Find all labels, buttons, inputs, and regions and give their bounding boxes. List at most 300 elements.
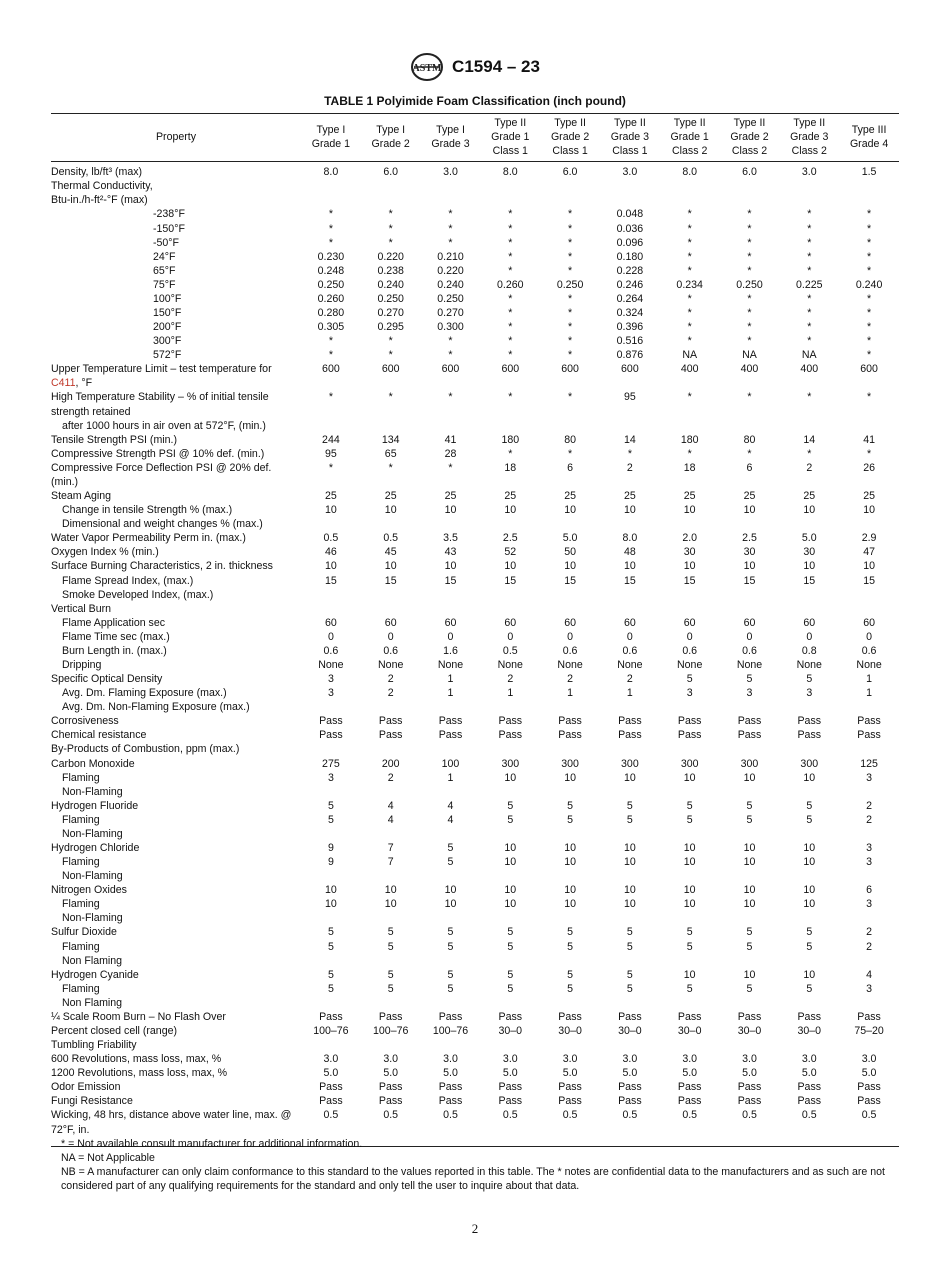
value-secondary: 10 xyxy=(803,504,816,517)
value: 5.0 xyxy=(383,1067,399,1080)
value-cell xyxy=(421,306,481,320)
property-label: Hydrogen Chloride xyxy=(51,841,140,854)
value: 10 xyxy=(444,560,457,573)
value-cell xyxy=(421,222,481,236)
value: * xyxy=(687,391,692,404)
value-secondary: 5 xyxy=(806,982,813,995)
value: 2.9 xyxy=(861,532,877,545)
value-cell xyxy=(301,714,361,728)
value-cell xyxy=(779,1052,839,1066)
property-label: Flaming xyxy=(62,813,100,826)
value: 30 xyxy=(803,546,816,559)
value-cell xyxy=(720,1094,780,1108)
property-label: Wicking, 48 hrs, distance above water line, max. @ 72°F, in. xyxy=(51,1109,292,1136)
value-cell xyxy=(779,602,839,616)
value: 600 xyxy=(501,363,520,376)
value-cell xyxy=(421,883,481,925)
value: 6.0 xyxy=(742,166,757,179)
value-cell xyxy=(361,278,421,292)
value: 0 xyxy=(686,630,693,643)
column-header-line: Type II xyxy=(494,117,527,129)
value: * xyxy=(747,208,752,221)
value: 0.270 xyxy=(437,307,464,320)
value: 0.264 xyxy=(616,292,644,305)
value-cell xyxy=(720,1052,780,1066)
value-cell xyxy=(361,714,421,728)
value: 0.5 xyxy=(801,1109,817,1122)
value-cell xyxy=(480,222,540,236)
value-cell xyxy=(421,489,481,531)
value: Pass xyxy=(677,1010,702,1023)
value-cell xyxy=(361,531,421,545)
value: Pass xyxy=(797,1081,822,1094)
value: * xyxy=(687,236,692,249)
value: 0 xyxy=(327,630,334,643)
value-cell xyxy=(839,559,899,601)
value-cell xyxy=(540,264,600,278)
value-cell xyxy=(540,348,600,362)
value: 60 xyxy=(444,616,457,629)
value: * xyxy=(508,250,513,263)
ref-suffix: , °F xyxy=(75,377,93,390)
value-cell xyxy=(540,461,600,489)
property-label: Flame Time sec (max.) xyxy=(62,630,170,643)
value-secondary: 4 xyxy=(447,813,454,826)
value: Pass xyxy=(498,1095,523,1108)
value-cell xyxy=(660,672,720,714)
value-cell xyxy=(361,602,421,616)
property-cell xyxy=(51,630,301,644)
value-cell xyxy=(720,222,780,236)
value: * xyxy=(508,447,513,460)
value-cell xyxy=(301,222,361,236)
value-cell xyxy=(361,672,421,714)
value-secondary: 15 xyxy=(504,574,517,587)
value-cell xyxy=(600,602,660,616)
value: * xyxy=(448,236,453,249)
value: * xyxy=(388,391,393,404)
value-secondary: 15 xyxy=(623,574,636,587)
value-cell xyxy=(839,292,899,306)
value-cell xyxy=(600,925,660,967)
value: 400 xyxy=(740,363,759,376)
column-header-line: Grade 3 xyxy=(610,131,650,144)
value-cell xyxy=(720,278,780,292)
value: Pass xyxy=(558,1095,582,1108)
value-cell xyxy=(361,799,421,841)
value-cell xyxy=(720,447,780,461)
value: None xyxy=(557,658,583,671)
value: Pass xyxy=(558,729,582,742)
column-header xyxy=(480,114,540,162)
value-cell xyxy=(660,644,720,658)
value-secondary: 5 xyxy=(746,813,753,826)
value-cell xyxy=(421,1038,481,1052)
value-cell xyxy=(660,236,720,250)
value-cell xyxy=(720,162,780,208)
value: * xyxy=(508,264,513,277)
value-cell xyxy=(839,545,899,559)
value-cell xyxy=(480,672,540,714)
value-secondary: 5 xyxy=(567,982,574,995)
value: 0.6 xyxy=(742,644,757,657)
value: 0.6 xyxy=(861,644,877,657)
value: 0.5 xyxy=(383,532,399,545)
value: * xyxy=(568,335,573,348)
value: Pass xyxy=(438,1010,463,1023)
value-cell xyxy=(600,841,660,883)
value-cell xyxy=(600,968,660,1010)
value-cell xyxy=(660,447,720,461)
value: 600 xyxy=(381,363,400,376)
value-cell xyxy=(480,1094,540,1108)
value: 0.180 xyxy=(616,250,644,263)
value: * xyxy=(687,292,692,305)
value-cell xyxy=(600,1094,660,1108)
value: 0.6 xyxy=(383,644,399,657)
value-cell xyxy=(540,1024,600,1038)
value-cell xyxy=(540,616,600,630)
value: * xyxy=(388,222,393,235)
value-cell xyxy=(660,1010,720,1024)
value: None xyxy=(497,658,523,671)
property-label: Non Flaming xyxy=(62,996,123,1009)
value-cell xyxy=(720,1066,780,1080)
value: 45 xyxy=(384,546,397,559)
value-cell xyxy=(660,278,720,292)
value: Pass xyxy=(378,715,403,728)
value: 25 xyxy=(803,490,816,503)
value: 3.0 xyxy=(801,166,817,179)
value-cell xyxy=(540,757,600,799)
value: Pass xyxy=(737,729,762,742)
value: 0.234 xyxy=(676,278,703,291)
value-cell xyxy=(660,1052,720,1066)
value-secondary: 3 xyxy=(866,982,873,995)
value-cell xyxy=(301,461,361,489)
value-secondary: 10 xyxy=(623,771,636,784)
table-row xyxy=(51,292,899,306)
value: * xyxy=(568,391,573,404)
column-header-line: Grade 1 xyxy=(311,138,351,151)
value-cell xyxy=(540,236,600,250)
value-secondary: 3 xyxy=(327,687,334,700)
value-secondary: 3 xyxy=(866,898,873,911)
property-label: -50°F xyxy=(153,236,180,249)
value-cell xyxy=(600,334,660,348)
value: 5 xyxy=(567,799,574,812)
value-cell xyxy=(540,728,600,742)
column-header xyxy=(660,114,720,162)
value: 10 xyxy=(504,841,517,854)
column-header-line: Grade 2 xyxy=(730,131,769,144)
value: 25 xyxy=(564,490,576,503)
table-row xyxy=(51,616,899,630)
property-cell xyxy=(51,531,301,545)
value-secondary: 10 xyxy=(743,504,756,517)
value-cell xyxy=(540,644,600,658)
value-cell xyxy=(660,306,720,320)
value-cell xyxy=(480,1038,540,1052)
value: 2.5 xyxy=(742,532,757,545)
value-cell xyxy=(720,728,780,742)
value: 0.250 xyxy=(437,292,464,305)
value: 25 xyxy=(863,490,875,503)
value: 14 xyxy=(803,433,816,446)
column-header-line: Type II xyxy=(793,117,826,129)
value-cell xyxy=(660,1038,720,1052)
property-cell xyxy=(51,390,301,432)
value: * xyxy=(328,461,333,474)
value: Pass xyxy=(857,715,881,728)
value: None xyxy=(677,658,703,671)
value-cell xyxy=(839,602,899,616)
value-cell xyxy=(600,461,660,489)
value-cell xyxy=(660,559,720,601)
value: Pass xyxy=(319,1010,343,1023)
value: 4 xyxy=(447,799,454,812)
property-cell xyxy=(51,362,301,390)
value-cell xyxy=(421,1024,481,1038)
value-cell xyxy=(540,1038,600,1052)
value: Pass xyxy=(737,715,762,728)
value-secondary: 3 xyxy=(806,687,813,700)
value-cell xyxy=(600,883,660,925)
value-cell xyxy=(421,1080,481,1094)
value-cell xyxy=(839,658,899,672)
value: 0.305 xyxy=(317,321,345,334)
value: Pass xyxy=(677,729,702,742)
value: * xyxy=(807,236,812,249)
value: 3.0 xyxy=(502,1053,518,1066)
value-secondary: 10 xyxy=(564,771,576,784)
property-label: Oxygen Index % (min.) xyxy=(51,546,159,559)
value-cell xyxy=(301,1080,361,1094)
value: * xyxy=(747,250,752,263)
value: 30–0 xyxy=(618,1025,642,1037)
value-cell xyxy=(660,925,720,967)
value: 65 xyxy=(384,447,397,460)
property-cell xyxy=(51,728,301,742)
value: * xyxy=(687,335,692,348)
value-cell xyxy=(540,1080,600,1094)
value-secondary: 10 xyxy=(623,504,636,517)
value: 0.6 xyxy=(622,644,638,657)
value: 5 xyxy=(746,926,753,939)
value-cell xyxy=(600,742,660,756)
value: 6.0 xyxy=(562,166,578,179)
value: 6 xyxy=(567,461,574,474)
value-cell xyxy=(421,320,481,334)
value-cell xyxy=(660,602,720,616)
table-row xyxy=(51,162,899,208)
value: 1 xyxy=(866,673,873,686)
value-cell xyxy=(839,1038,899,1052)
value-cell xyxy=(361,841,421,883)
table-row xyxy=(51,1024,899,1038)
value-secondary: 10 xyxy=(683,504,696,517)
value: * xyxy=(508,391,513,404)
value-secondary: 15 xyxy=(444,574,457,587)
value-cell xyxy=(660,362,720,390)
value-cell xyxy=(660,264,720,278)
value-cell xyxy=(301,207,361,221)
value-cell xyxy=(421,531,481,545)
value-cell xyxy=(720,334,780,348)
value: 9 xyxy=(327,841,334,854)
note-asterisk: * = Not available consult manufacturer for additional information. xyxy=(61,1138,363,1150)
value: Pass xyxy=(558,1081,582,1094)
value: Pass xyxy=(378,1095,403,1108)
value-secondary: 15 xyxy=(863,574,875,587)
value-cell xyxy=(421,162,481,208)
value: * xyxy=(867,349,872,362)
standard-reference-link[interactable]: C411 xyxy=(51,377,76,390)
value: 2 xyxy=(507,673,514,686)
property-label: Compressive Strength PSI @ 10% def. (min.) xyxy=(51,447,265,460)
value-cell xyxy=(600,728,660,742)
value-cell xyxy=(301,1052,361,1066)
value: 60 xyxy=(863,616,875,629)
value: 0.248 xyxy=(317,264,345,277)
value: Pass xyxy=(737,1081,762,1094)
value-cell xyxy=(301,630,361,644)
value-secondary: 1 xyxy=(447,771,454,784)
value-cell xyxy=(480,236,540,250)
property-label: Flaming xyxy=(62,856,100,869)
table-row xyxy=(51,883,899,925)
value: * xyxy=(867,222,872,235)
value-cell xyxy=(839,250,899,264)
value-cell xyxy=(540,162,600,208)
value: 10 xyxy=(504,884,517,897)
value-cell xyxy=(421,447,481,461)
table-row xyxy=(51,1010,899,1024)
property-label: Thermal Conductivity, xyxy=(51,180,153,193)
value: 10 xyxy=(623,841,636,854)
value-cell xyxy=(301,602,361,616)
value: * xyxy=(747,236,752,249)
value: * xyxy=(807,307,812,320)
value: Pass xyxy=(618,1081,642,1094)
value: 5 xyxy=(626,799,633,812)
value: 0.5 xyxy=(323,1109,339,1122)
property-label: Non-Flaming xyxy=(62,870,123,883)
value: 180 xyxy=(680,433,699,446)
value-cell xyxy=(660,714,720,728)
value-cell xyxy=(540,222,600,236)
value-secondary: 10 xyxy=(384,504,397,517)
value: 10 xyxy=(743,841,756,854)
value: 600 xyxy=(860,363,878,376)
value: Pass xyxy=(737,1010,762,1023)
value-cell xyxy=(600,799,660,841)
value-cell xyxy=(421,461,481,489)
value: 300 xyxy=(561,757,579,770)
value-cell xyxy=(839,742,899,756)
value-cell xyxy=(660,968,720,1010)
property-cell xyxy=(51,1010,301,1024)
value: Pass xyxy=(857,1010,881,1023)
value: 14 xyxy=(623,433,636,446)
value-cell xyxy=(839,236,899,250)
value: 300 xyxy=(740,757,759,770)
value-cell xyxy=(361,630,421,644)
value-cell xyxy=(839,447,899,461)
value-cell xyxy=(540,672,600,714)
property-cell xyxy=(51,264,301,278)
value: 41 xyxy=(863,433,875,446)
value: 2 xyxy=(866,926,873,939)
value-cell xyxy=(720,672,780,714)
value: 200 xyxy=(381,757,400,770)
value: Pass xyxy=(498,1081,523,1094)
value: 5.0 xyxy=(801,1067,817,1080)
value: * xyxy=(687,208,692,221)
table-row xyxy=(51,1080,899,1094)
value: 95 xyxy=(623,391,636,404)
property-label: Sulfur Dioxide xyxy=(51,926,117,939)
value-cell xyxy=(600,714,660,728)
value-cell xyxy=(839,306,899,320)
property-label: ¼ Scale Room Burn – No Flash Over xyxy=(51,1010,226,1023)
value-cell xyxy=(421,728,481,742)
value-secondary: 10 xyxy=(683,771,696,784)
value-secondary: 4 xyxy=(387,813,394,826)
value-cell xyxy=(600,348,660,362)
value: * xyxy=(807,391,812,404)
value-cell xyxy=(839,728,899,742)
value: * xyxy=(568,236,573,249)
column-header-line: Type I xyxy=(436,124,465,137)
value-cell xyxy=(660,616,720,630)
value-cell xyxy=(779,616,839,630)
value: 0.260 xyxy=(497,278,524,291)
value: 5 xyxy=(507,799,514,812)
value: 0 xyxy=(806,630,813,643)
value-cell xyxy=(779,1038,839,1052)
value-cell xyxy=(779,162,839,208)
value: * xyxy=(508,208,513,221)
value: None xyxy=(318,658,344,671)
value-cell xyxy=(720,292,780,306)
value: Pass xyxy=(498,1010,523,1023)
value-cell xyxy=(540,1094,600,1108)
value: 47 xyxy=(863,546,875,559)
value-cell xyxy=(361,236,421,250)
value: 275 xyxy=(322,757,340,770)
property-label: 75°F xyxy=(153,278,176,291)
value-cell xyxy=(540,658,600,672)
value: 0.295 xyxy=(377,321,404,334)
table-row xyxy=(51,968,899,1010)
value-cell xyxy=(301,1066,361,1080)
column-header-line: Type II xyxy=(613,117,646,129)
value-cell xyxy=(779,236,839,250)
value-cell xyxy=(480,447,540,461)
value-cell xyxy=(779,728,839,742)
value-cell xyxy=(480,489,540,531)
property-cell xyxy=(51,545,301,559)
value: * xyxy=(687,447,692,460)
property-cell xyxy=(51,799,301,841)
value: * xyxy=(807,321,812,334)
value: 2.5 xyxy=(502,532,518,545)
value-secondary: 10 xyxy=(863,504,875,517)
value-cell xyxy=(720,630,780,644)
value: Pass xyxy=(438,1095,463,1108)
value: 2 xyxy=(626,673,633,686)
